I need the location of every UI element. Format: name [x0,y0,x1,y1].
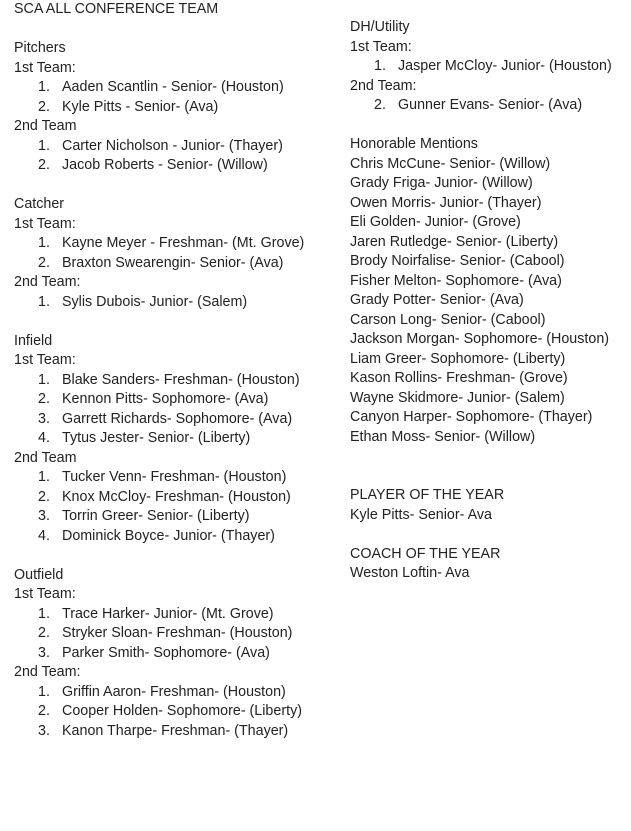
list-item-text: Dominick Boyce- Junior- (Thayer) [62,527,275,544]
section-catcher [14,176,334,313]
list-item-number: 2. [38,254,50,271]
honorable-mention-item: Jackson Morgan- Sophomore- (Houston) [350,331,610,347]
left-column [14,0,334,741]
dh-team1-label: 1st Team: [350,38,412,55]
list-item-text: Blake Sanders- Freshman- (Houston) [62,371,300,388]
list-item-number: 1. [38,293,50,310]
list-item [14,605,334,625]
spacer [14,546,334,566]
list-item-number: 1. [374,58,386,74]
list-item-text: Kyle Pitts - Senior- (Ava) [62,98,219,115]
list-item-number: 1. [38,371,50,388]
section-outfield [14,546,334,741]
list-item-number: 2. [38,391,50,407]
team-list [14,137,334,176]
team-list [14,293,334,313]
list-item-text: Stryker Sloan- Freshman- (Houston) [62,625,293,641]
team-label: 1st Team: [14,352,76,368]
spacer [350,447,625,467]
dh-utility-heading: DH/Utility [350,19,410,35]
honorable-mention-item: Kason Rollins- Freshman- (Grove) [350,370,568,386]
list-item [14,527,334,547]
honorable-mention-item: Fisher Melton- Sophomore- (Ava) [350,272,562,289]
list-item [14,702,334,722]
dh-team1-list [350,57,625,77]
position-sections [14,20,334,742]
section-infield [14,312,334,546]
list-item-number: 2. [38,157,50,173]
spacer [350,116,625,136]
list-item-text: Sylis Dubois- Junior- (Salem) [62,293,248,310]
team-label: 1st Team: [14,215,76,232]
spacer [14,312,334,332]
list-item-text: Kennon Pitts- Sophomore- (Ava) [62,391,269,407]
list-item-number: 4. [38,527,50,544]
list-item-text: Tytus Jester- Senior- (Liberty) [62,430,251,446]
list-item [14,234,334,254]
list-item-number: 2. [38,703,50,719]
honorable-mention-item: Jaren Rutledge- Senior- (Liberty) [350,233,559,250]
right-column [350,18,625,584]
list-item [350,57,625,77]
section-pitchers [14,20,334,176]
list-item-number: 1. [38,469,50,485]
dh-team2-list [350,96,625,116]
list-item-text: Carter Nicholson - Junior- (Thayer) [62,137,283,154]
team-label: 1st Team: [14,586,76,602]
honorable-mention-item: Brody Noirfalise- Senior- (Cabool) [350,253,565,269]
honorable-mention-item: Chris McCune- Senior- (Willow) [350,155,551,172]
list-item [14,371,334,391]
list-item-text: Kanon Tharpe- Freshman- (Thayer) [62,722,289,739]
list-item-number: 1. [38,137,50,154]
honorable-mention-item: Wayne Skidmore- Junior- (Salem) [350,389,565,406]
list-item [14,293,334,313]
honorable-mention-item: Grady Friga- Junior- (Willow) [350,175,533,191]
list-item [14,488,334,508]
dh-team2-label: 2nd Team: [350,77,417,94]
spacer [350,525,625,545]
list-item-text: Torrin Greer- Senior- (Liberty) [62,508,250,524]
player-of-year-value: Kyle Pitts- Senior- Ava [350,506,492,523]
honorable-mention-item: Liam Greer- Sophomore- (Liberty) [350,350,566,367]
list-item-number: 2. [38,98,50,115]
team-list [14,371,334,449]
coach-of-year-heading: COACH OF THE YEAR [350,545,501,562]
honorable-mention-item: Canyon Harper- Sophomore- (Thayer) [350,409,593,425]
list-item [14,683,334,703]
list-item-number: 2. [38,488,50,505]
list-item-number: 1. [38,683,50,700]
section-heading: Outfield [14,566,64,583]
team-label: 1st Team: [14,59,76,76]
list-item-text: Braxton Swearengin- Senior- (Ava) [62,254,284,271]
honorable-mentions-list [350,155,625,448]
spacer [350,467,625,487]
team-label: 2nd Team: [14,664,81,680]
list-item-number: 3. [38,644,50,661]
list-item [350,96,625,116]
honorable-mention-item: Grady Potter- Senior- (Ava) [350,292,524,308]
honorable-mentions-heading: Honorable Mentions [350,136,478,152]
list-item-text: Gunner Evans- Senior- (Ava) [398,97,583,113]
list-item [14,78,334,98]
list-item [14,98,334,118]
list-item-text: Griffin Aaron- Freshman- (Houston) [62,683,286,700]
list-item [14,390,334,410]
spacer [14,176,334,196]
list-item-number: 2. [374,97,386,113]
team-list [14,683,334,742]
list-item-text: Aaden Scantlin - Senior- (Houston) [62,79,284,95]
list-item-number: 1. [38,605,50,622]
list-item-number: 3. [38,508,50,524]
team-list [14,468,334,546]
list-item [14,137,334,157]
coach-of-year-value: Weston Loftin- Ava [350,565,470,581]
list-item [14,254,334,274]
honorable-mention-item: Eli Golden- Junior- (Grove) [350,214,521,230]
section-heading: Catcher [14,196,65,212]
list-item-number: 1. [38,235,50,251]
team-label: 2nd Team: [14,274,81,290]
list-item-number: 2. [38,625,50,641]
team-list [14,78,334,117]
list-item-text: Garrett Richards- Sophomore- (Ava) [62,410,293,427]
list-item-number: 1. [38,79,50,95]
honorable-mention-item: Ethan Moss- Senior- (Willow) [350,428,536,445]
list-item-text: Trace Harker- Junior- (Mt. Grove) [62,605,274,622]
list-item-text: Jacob Roberts - Senior- (Willow) [62,157,268,173]
player-of-year-heading: PLAYER OF THE YEAR [350,487,505,503]
list-item-text: Cooper Holden- Sophomore- (Liberty) [62,703,302,719]
document-title: SCA ALL CONFERENCE TEAM [14,1,219,17]
list-item-text: Kayne Meyer - Freshman- (Mt. Grove) [62,235,305,251]
list-item-text: Knox McCloy- Freshman- (Houston) [62,488,291,505]
list-item [14,624,334,644]
spacer [14,20,334,40]
team-label: 2nd Team [14,118,77,134]
list-item-text: Jasper McCloy- Junior- (Houston) [398,58,612,74]
section-heading: Pitchers [14,40,66,56]
list-item [14,644,334,664]
list-item-text: Tucker Venn- Freshman- (Houston) [62,469,287,485]
list-item-number: 3. [38,722,50,739]
list-item-number: 4. [38,430,50,446]
list-item-number: 3. [38,410,50,427]
list-item-text: Parker Smith- Sophomore- (Ava) [62,644,270,661]
honorable-mention-item: Carson Long- Senior- (Cabool) [350,311,546,328]
list-item [14,156,334,176]
list-item [14,468,334,488]
list-item [14,507,334,527]
section-heading: Infield [14,332,53,349]
team-label: 2nd Team [14,449,77,466]
list-item [14,410,334,430]
honorable-mention-item: Owen Morris- Junior- (Thayer) [350,194,542,211]
team-list [14,605,334,664]
team-list [14,234,334,273]
list-item [14,429,334,449]
list-item [14,722,334,742]
